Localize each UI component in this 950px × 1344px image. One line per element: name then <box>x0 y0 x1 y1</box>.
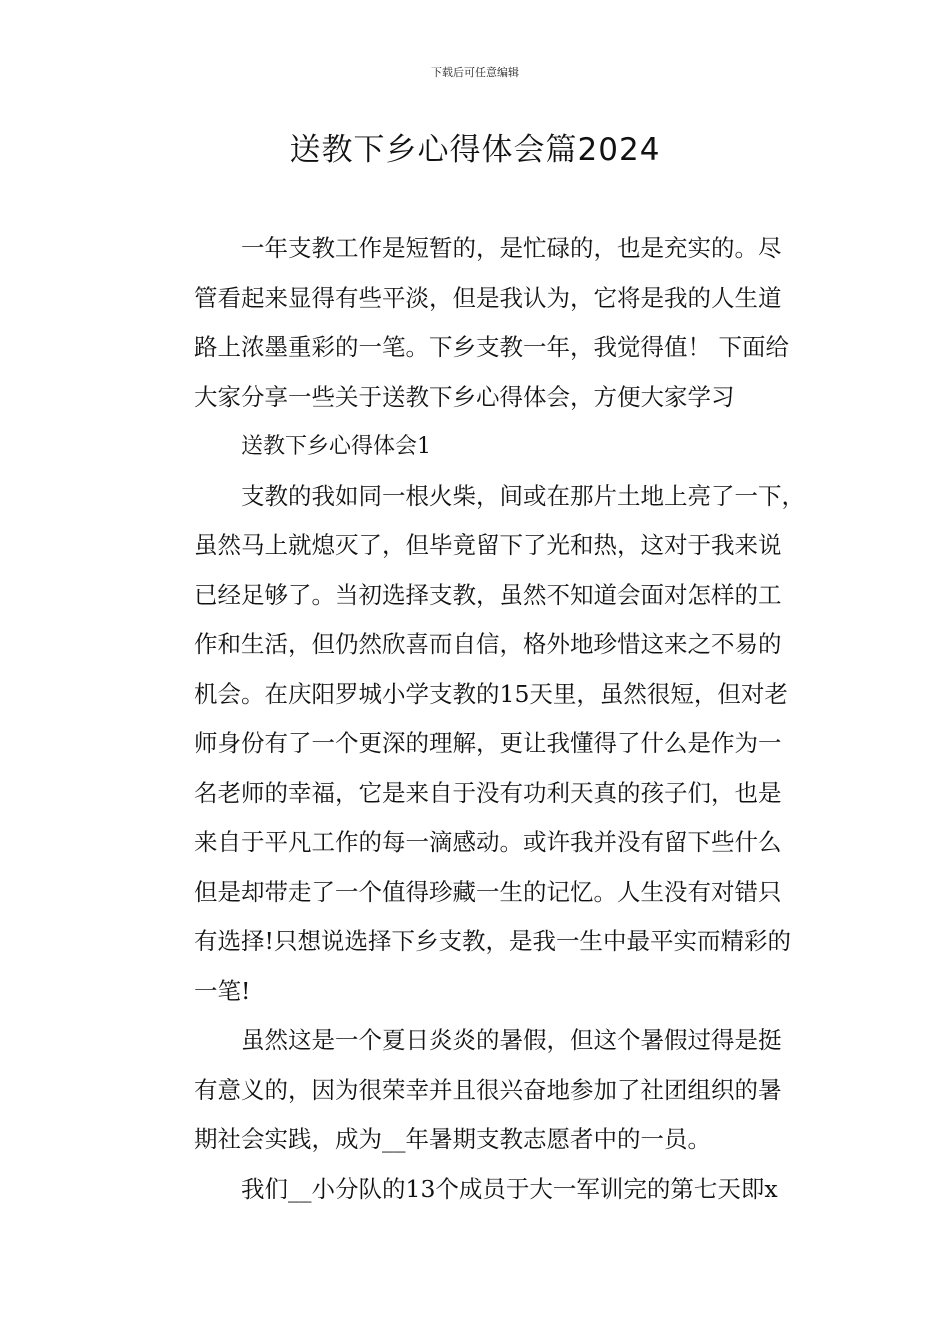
text-line: 管看起来显得有些平淡，但是我认为，它将是我的人生道 <box>194 283 782 312</box>
text-line: 虽然马上就熄灭了，但毕竟留下了光和热，这对于我来说 <box>194 531 782 559</box>
document-body <box>147 224 817 1214</box>
text-line: 路上浓墨重彩的一笔。下乡支教一年，我觉得值！ 下面给 <box>194 333 789 361</box>
text-line: 师身份有了一个更深的理解，更让我懂得了什么是作为一 <box>194 729 782 757</box>
header-note: 下载后可任意编辑 <box>431 66 519 79</box>
text-line: 期社会实践，成为__年暑期支教志愿者中的一员。 <box>194 1125 711 1153</box>
paragraph-intro <box>147 224 817 422</box>
text-line: 一年支教工作是短暂的，是忙碌的，也是充实的。尽 <box>241 234 782 262</box>
text-line: 有意义的，因为很荣幸并且很兴奋地参加了社团组织的暑 <box>194 1075 782 1104</box>
text-line: 有选择!只想说选择下乡支教，是我一生中最平实而精彩的 <box>194 927 791 955</box>
text-line: 作和生活，但仍然欣喜而自信，格外地珍惜这来之不易的 <box>194 630 782 658</box>
text-line: 虽然这是一个夏日炎炎的暑假，但这个暑假过得是挺 <box>241 1026 782 1054</box>
document-title: 送教下乡心得体会篇2024 <box>289 132 661 168</box>
text-line: 大家分享一些关于送教下乡心得体会，方便大家学习 <box>194 382 735 411</box>
text-line: 来自于平凡工作的每一滴感动。或许我并没有留下些什么 <box>194 828 782 856</box>
text-line: 一笔! <box>194 976 251 1005</box>
text-line: 但是却带走了一个值得珍藏一生的记忆。人生没有对错只 <box>194 877 782 906</box>
text-line: 我们__小分队的13个成员于大一军训完的第七天即x <box>241 1174 778 1203</box>
paragraph-body <box>147 1016 817 1165</box>
text-line: 名老师的幸福，它是来自于没有功利天真的孩子们，也是 <box>194 778 782 807</box>
text-line: 支教的我如同一根火柴，间或在那片土地上亮了一下， <box>241 481 805 510</box>
paragraph-body <box>147 1165 817 1215</box>
paragraph-body <box>147 472 817 1017</box>
text-line: 机会。在庆阳罗城小学支教的15天里，虽然很短，但对老 <box>194 679 788 708</box>
section-heading <box>147 422 817 472</box>
section-heading-text: 送教下乡心得体会1 <box>241 434 431 459</box>
text-line: 已经足够了。当初选择支教，虽然不知道会面对怎样的工 <box>194 580 782 609</box>
